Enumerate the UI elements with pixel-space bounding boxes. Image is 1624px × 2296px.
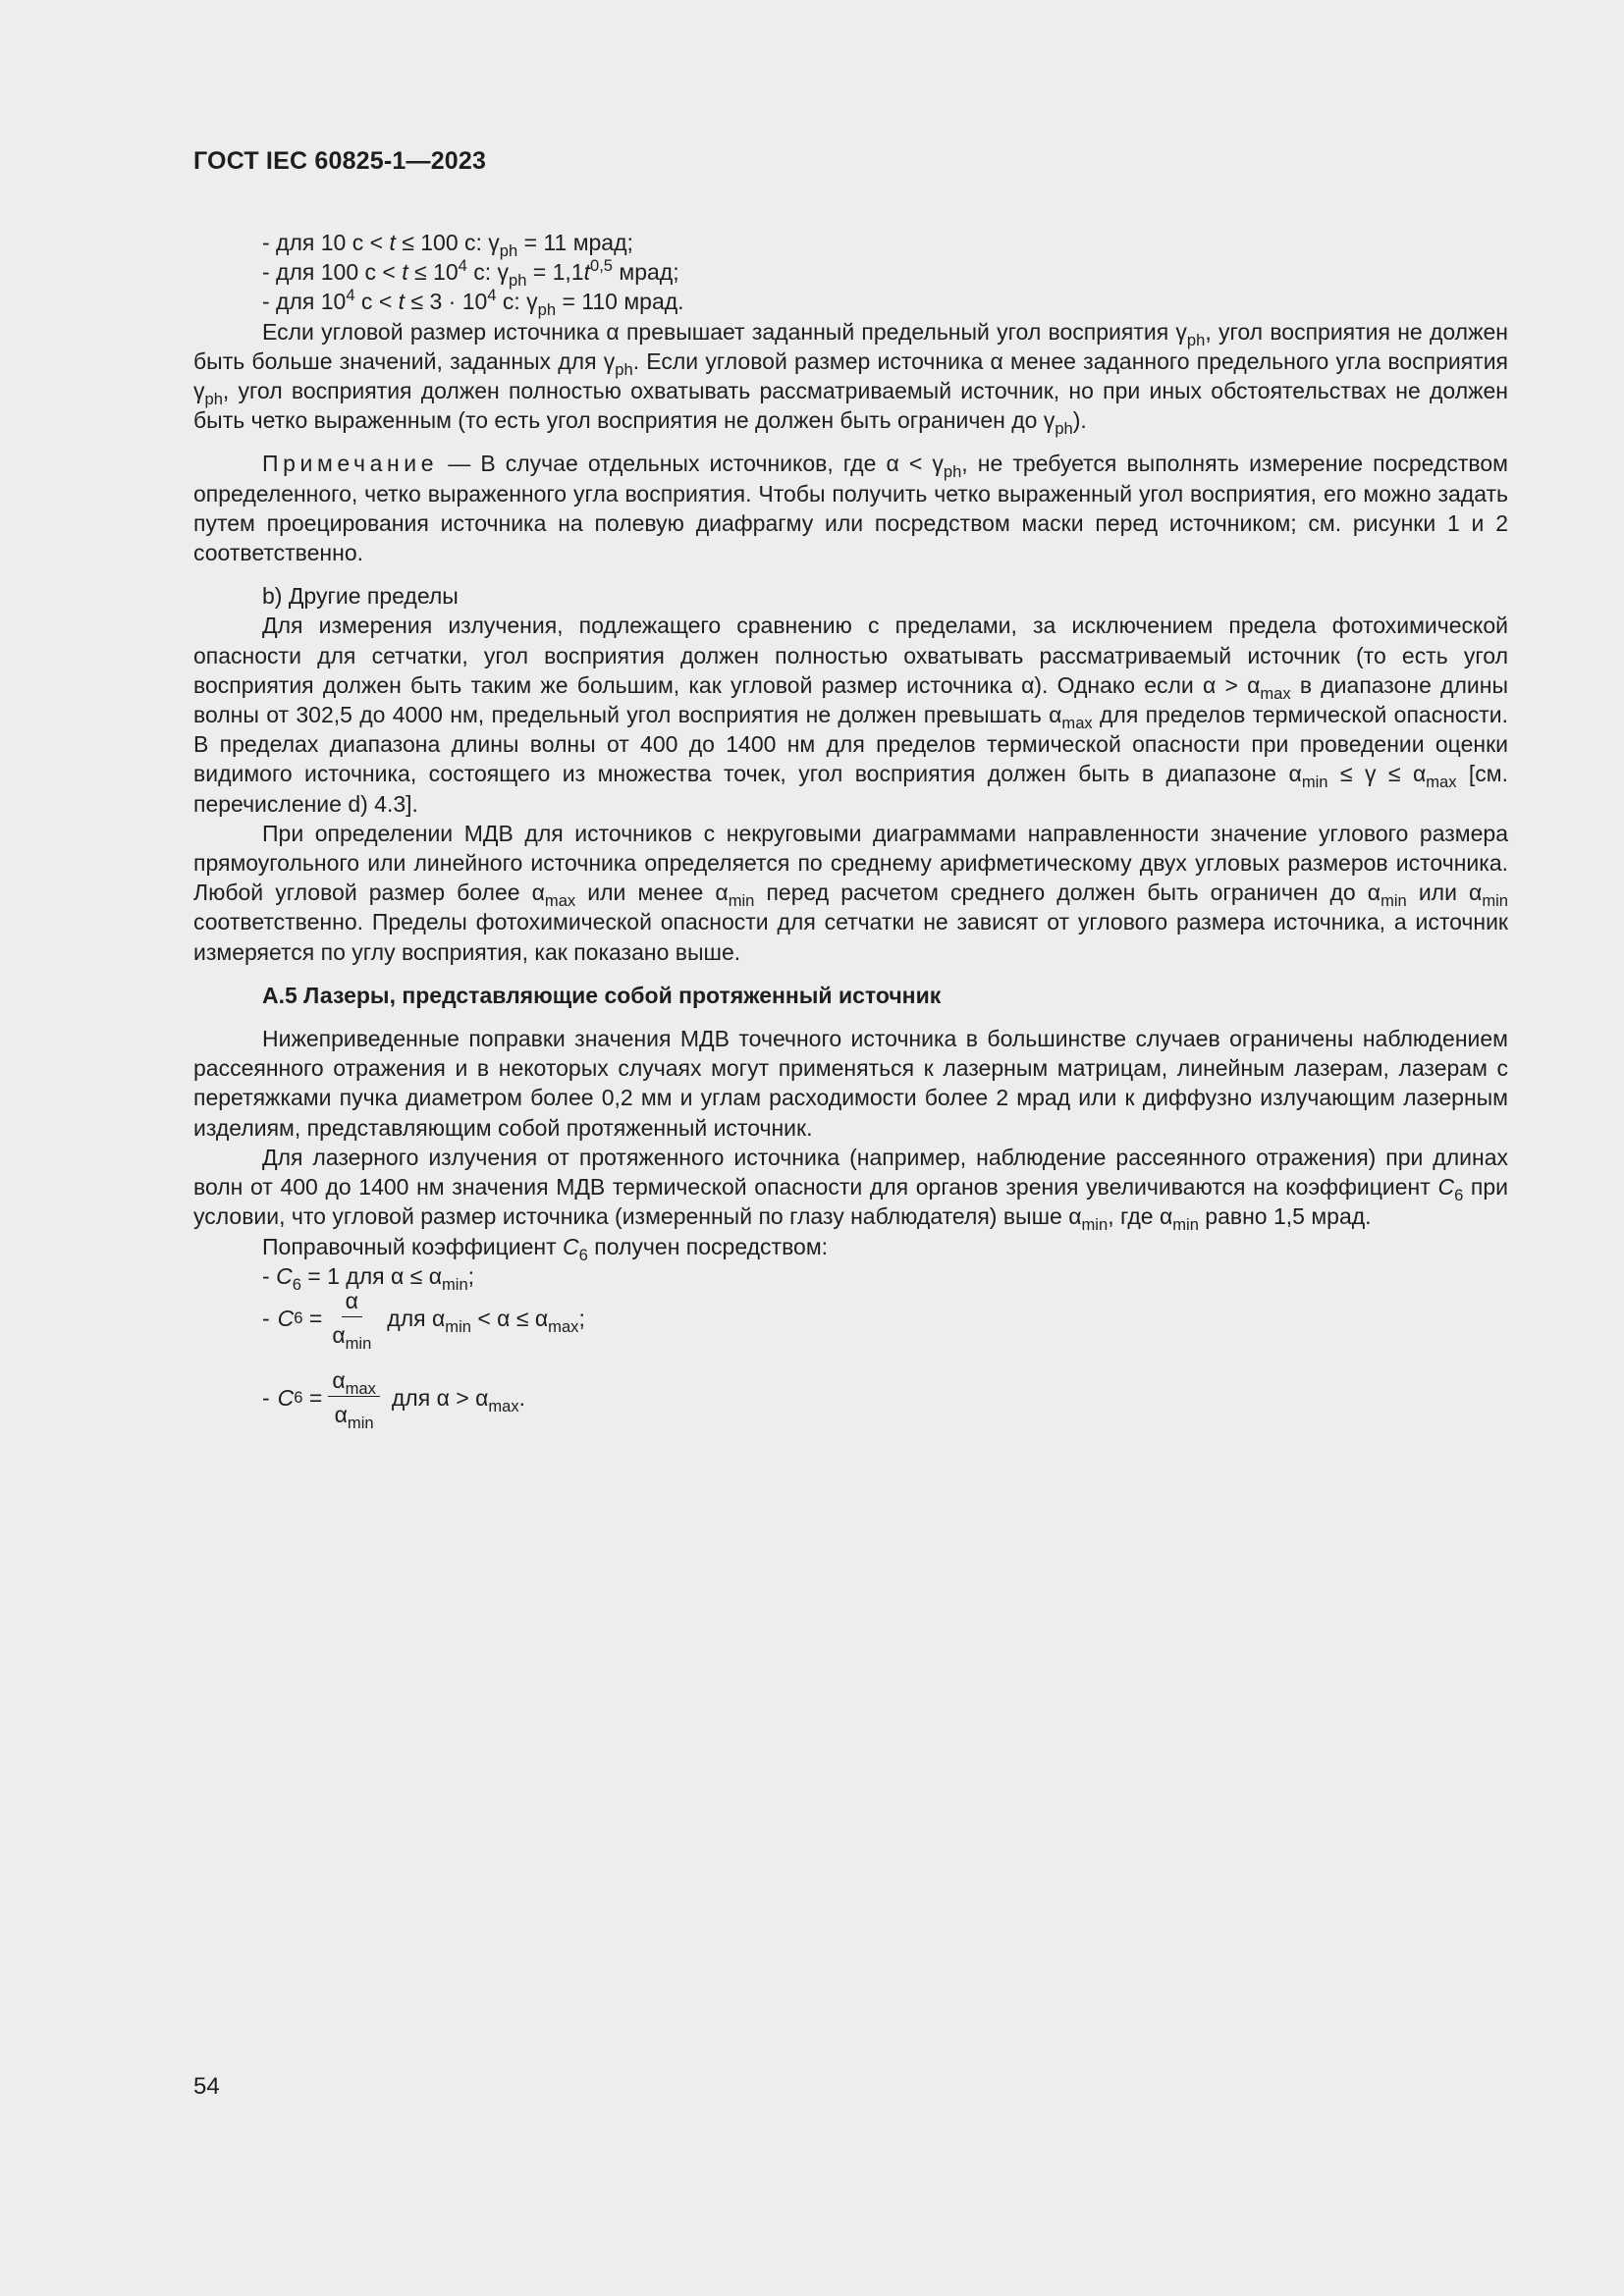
formula-item: - $C_6 = 1$ для $\alpha \le \alpha_{min}$; [262,1262,475,1294]
paragraph: Для лазерного излучения от протяженного источника (например, наблюдение рассеянного отражения) при длинах волн от 400 до 1400 нм значения МДВ термической опасности для органов зрения увеличиваются на коэффициент $C_6$ при условии, что угловой размер источника (измеренный по глазу наблюдателя) выше $\alpha_{min}$, где $\alpha_{min}$ равно 1,5 мрад. [193,1144,1508,1235]
paragraph: Для измерения излучения, подлежащего сравнению с пределами, за исключением предела фотохимической опасности для сетчатки, угол восприятия должен полностью охватывать рассматриваемый источник (то есть угол восприятия должен быть таким же большим, как угловой размер источника α). Однако если $\alpha > \alpha_{max}$ в диапазоне длины волны от 302,5 до 4000 нм, предельный угол восприятия не должен превышать $\alpha_{max}$ для пределов термической опасности. В пределах диапазона длины волны от 400 до 1400 нм для пределов термической опасности при проведении оценки видимого источника, состоящего из множества точек, угол восприятия должен быть в диапазоне $\alpha_{min} \le \gamma \le \alpha_{max}$ [см. перечисление d) 4.3]. [193,613,1509,817]
fraction: $\frac{\alpha}{\alpha_{min}}$ [332,1288,372,1354]
subsection-title: b) Другие пределы [262,583,459,610]
list-item: - для $10^4$ $с < t \le 3 \cdot 10^4$ с: $\gamma_{ph} = 110$ мрад. [262,286,684,320]
page-number: 54 [193,2073,220,2100]
page-header: ГОСТ IEC 60825-1—2023 [193,147,487,175]
paragraph: Поправочный коэффициент $C_6$ получен посредством: [262,1233,829,1264]
formula-item: - C 6 = $\frac{\alpha}{\alpha_{min}}$ для $\alpha_{min} < \alpha \le \alpha_{max}$; [262,1288,585,1354]
note-paragraph: Примечание — В случае отдельных источников, где $\alpha < \gamma_{ph}$, не требуется выполнять измерение посредством определенного, четко выраженного угла восприятия. Чтобы получить четко выраженный угол восприятия, его можно задать путем проецирования источника на полевую диафрагму или посредством маски перед источником; см. рисунки 1 и 2 соответственно. [193,451,1508,566]
list-item: - для 100 $с < t \le 10^4$ с: $\gamma_{ph} = 1,1t^{0,5}$ мрад; [262,256,679,290]
paragraph: Нижеприведенные поправки значения МДВ точечного источника в большинстве случаев ограничены наблюдением рассеянного отражения и в некоторых случаях могут применяться к лазерным матрицам, линейным лазерам, лазерам с перетяжками пучка диаметром более 0,2 мм и углам расходимости более 2 мрад или к диффузно излучающим лазерным изделиям, представляющим собой протяженный источник. [193,1026,1508,1141]
section-heading: А.5 Лазеры, представляющие собой протяженный источник [262,982,942,1008]
page-content [193,228,1508,1440]
formula-item: - C 6 = $\frac{\alpha_{max}}{\alpha_{min}}$ для $\alpha > \alpha_{max}$. [262,1367,526,1433]
paragraph: Если угловой размер источника α превышает заданный предельный угол восприятия $\gamma_{ph}$, угол восприятия не должен быть больше значений, заданных для $\gamma_{ph}$. Если угловой размер источника α менее заданного предельного угла восприятия $\gamma_{ph}$, угол восприятия должен полностью охватывать рассматриваемый источник, но при иных обстоятельствах не должен быть четко выраженным (то есть угол восприятия не должен быть ограничен до $\gamma_{ph}$). [193,318,1508,438]
list-item: - для 10 с < t ≤ 100 с: $\gamma_{ph} = 11$ мрад; [262,230,633,260]
paragraph: При определении МДВ для источников с некруговыми диаграммами направленности значение углового размера прямоугольного или линейного источника определяется по среднему арифметическому двух угловых размеров источника. Любой угловой размер более $\alpha_{max}$ или менее $\alpha_{min}$ перед расчетом среднего должен быть ограничен до $\alpha_{min}$ или $\alpha_{min}$ соответственно. Пределы фотохимической опасности для сетчатки не зависят от углового размера источника, а источник измеряется по углу восприятия, как показано выше. [193,820,1508,965]
note-label: Примечание [262,451,439,477]
fraction: $\frac{\alpha_{max}}{\alpha_{min}}$ [328,1366,380,1428]
